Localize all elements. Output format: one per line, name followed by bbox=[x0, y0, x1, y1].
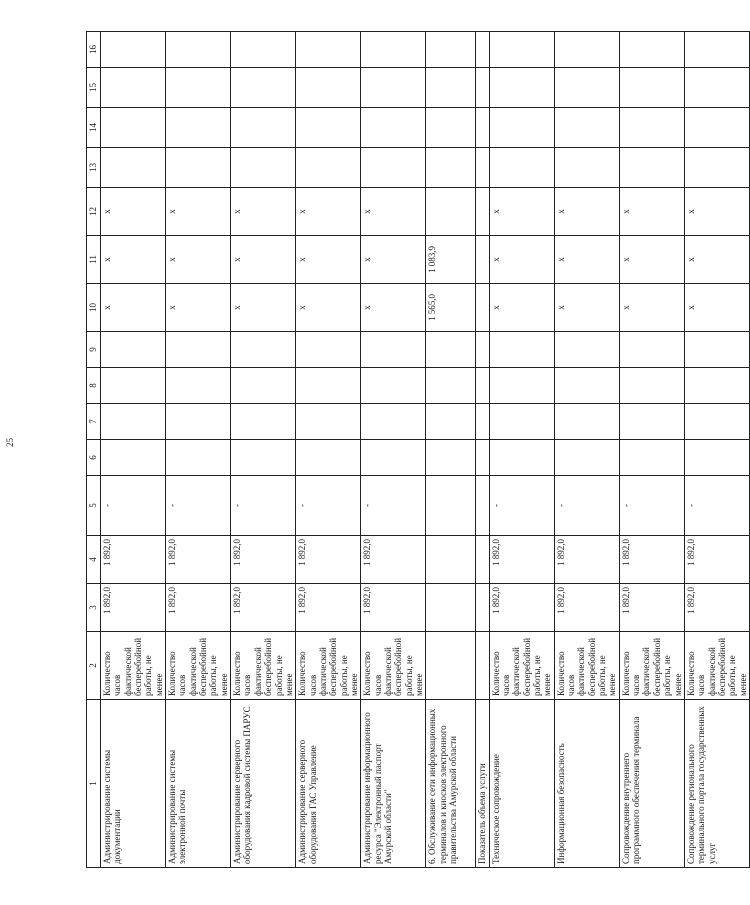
empty-cell bbox=[619, 440, 684, 476]
empty-cell bbox=[166, 68, 231, 108]
empty-cell bbox=[296, 404, 361, 440]
empty-cell bbox=[361, 332, 426, 368]
value-col12-cell: x bbox=[231, 188, 296, 236]
value-col5-cell: - bbox=[554, 476, 619, 536]
value-col11-cell: x bbox=[489, 236, 554, 284]
indicator-cell: Количество часов фактической бесперебойной работы, не менее bbox=[361, 632, 426, 700]
value-col4-cell: 1 892,0 bbox=[554, 536, 619, 584]
empty-cell bbox=[426, 32, 476, 68]
value-col10-cell: x bbox=[489, 284, 554, 332]
value-col5-cell: - bbox=[231, 476, 296, 536]
empty-cell bbox=[554, 440, 619, 476]
empty-cell bbox=[101, 68, 166, 108]
empty-cell bbox=[489, 404, 554, 440]
empty-cell bbox=[296, 368, 361, 404]
table-row bbox=[231, 32, 296, 868]
empty-cell bbox=[361, 68, 426, 108]
value-col5-cell bbox=[426, 476, 476, 536]
service-name-cell: Администрирование информационного ресурса "Электронный паспорт Амурской области" bbox=[361, 700, 426, 868]
empty-cell bbox=[231, 108, 296, 148]
empty-cell bbox=[476, 32, 489, 68]
table-row bbox=[166, 32, 231, 868]
empty-cell bbox=[554, 368, 619, 404]
empty-cell bbox=[166, 404, 231, 440]
column-number: 3 bbox=[87, 584, 101, 632]
empty-cell bbox=[489, 332, 554, 368]
service-name-cell: Техническое сопровождение bbox=[489, 700, 554, 868]
value-col3-cell: 1 892,0 bbox=[554, 584, 619, 632]
empty-cell bbox=[101, 108, 166, 148]
value-col3-cell bbox=[426, 584, 476, 632]
indicator-cell: Количество часов фактической бесперебойной работы, не менее bbox=[166, 632, 231, 700]
value-col12-cell: x bbox=[619, 188, 684, 236]
service-name-cell: Сопровождение внутреннего программного обеспечения терминала bbox=[619, 700, 684, 868]
table-row bbox=[361, 32, 426, 868]
value-col5-cell: - bbox=[684, 476, 749, 536]
column-number: 8 bbox=[87, 368, 101, 404]
empty-cell bbox=[684, 32, 749, 68]
table-row bbox=[296, 32, 361, 868]
table-body bbox=[87, 32, 750, 868]
value-col3-cell: 1 892,0 bbox=[231, 584, 296, 632]
indicator-cell bbox=[426, 632, 476, 700]
empty-cell bbox=[101, 332, 166, 368]
service-name-cell: Администрирование системы электронной почты bbox=[166, 700, 231, 868]
indicator-cell: Количество часов фактической бесперебойной работы, не менее bbox=[101, 632, 166, 700]
services-table bbox=[86, 31, 750, 868]
empty-cell bbox=[231, 404, 296, 440]
column-number: 7 bbox=[87, 404, 101, 440]
empty-cell bbox=[361, 32, 426, 68]
column-number: 1 bbox=[87, 700, 101, 868]
value-col11-cell: x bbox=[101, 236, 166, 284]
service-name-cell: Информационная безопасность bbox=[554, 700, 619, 868]
value-col4-cell: 1 892,0 bbox=[231, 536, 296, 584]
value-col11-cell: 1 083,9 bbox=[426, 236, 476, 284]
empty-cell bbox=[426, 404, 476, 440]
value-col4-cell: 1 892,0 bbox=[684, 536, 749, 584]
value-col10-cell: x bbox=[231, 284, 296, 332]
value-col10-cell: x bbox=[166, 284, 231, 332]
service-name-cell: Сопровождение регионального терминального портала государственных услуг bbox=[684, 700, 749, 868]
value-col5-cell: - bbox=[489, 476, 554, 536]
empty-cell bbox=[296, 108, 361, 148]
empty-cell bbox=[619, 368, 684, 404]
value-col11-cell: x bbox=[619, 236, 684, 284]
empty-cell bbox=[489, 148, 554, 188]
empty-cell bbox=[476, 148, 489, 188]
empty-cell bbox=[554, 68, 619, 108]
value-col4-cell: 1 892,0 bbox=[101, 536, 166, 584]
empty-cell bbox=[489, 108, 554, 148]
empty-cell bbox=[684, 368, 749, 404]
value-col12-cell: x bbox=[554, 188, 619, 236]
empty-cell bbox=[619, 32, 684, 68]
empty-cell bbox=[101, 440, 166, 476]
value-col10-cell: x bbox=[554, 284, 619, 332]
value-col3-cell: 1 892,0 bbox=[684, 584, 749, 632]
empty-cell bbox=[476, 368, 489, 404]
column-number: 11 bbox=[87, 236, 101, 284]
value-col11-cell bbox=[476, 236, 489, 284]
table-row bbox=[476, 32, 489, 868]
value-col12-cell: x bbox=[166, 188, 231, 236]
empty-cell bbox=[619, 332, 684, 368]
empty-cell bbox=[231, 440, 296, 476]
empty-cell bbox=[296, 148, 361, 188]
value-col10-cell: x bbox=[619, 284, 684, 332]
empty-cell bbox=[166, 440, 231, 476]
empty-cell bbox=[296, 32, 361, 68]
table-row bbox=[684, 32, 749, 868]
value-col4-cell bbox=[426, 536, 476, 584]
empty-cell bbox=[489, 32, 554, 68]
value-col12-cell: x bbox=[361, 188, 426, 236]
empty-cell bbox=[554, 332, 619, 368]
value-col11-cell: x bbox=[231, 236, 296, 284]
value-col5-cell: - bbox=[166, 476, 231, 536]
empty-cell bbox=[361, 108, 426, 148]
empty-cell bbox=[426, 368, 476, 404]
indicator-cell: Количество часов фактической бесперебойной работы, не менее bbox=[684, 632, 749, 700]
value-col3-cell: 1 892,0 bbox=[489, 584, 554, 632]
value-col3-cell bbox=[476, 584, 489, 632]
value-col4-cell: 1 892,0 bbox=[489, 536, 554, 584]
value-col10-cell: x bbox=[296, 284, 361, 332]
column-number: 9 bbox=[87, 332, 101, 368]
table-row bbox=[489, 32, 554, 868]
value-col11-cell: x bbox=[361, 236, 426, 284]
value-col5-cell: - bbox=[296, 476, 361, 536]
page-number: 25 bbox=[5, 438, 15, 447]
indicator-cell: Количество часов фактической бесперебойной работы, не менее bbox=[489, 632, 554, 700]
column-number: 13 bbox=[87, 148, 101, 188]
empty-cell bbox=[554, 404, 619, 440]
empty-cell bbox=[426, 68, 476, 108]
value-col4-cell: 1 892,0 bbox=[166, 536, 231, 584]
indicator-cell: Количество часов фактической бесперебойной работы, не менее bbox=[231, 632, 296, 700]
empty-cell bbox=[684, 440, 749, 476]
empty-cell bbox=[231, 32, 296, 68]
column-number: 4 bbox=[87, 536, 101, 584]
empty-cell bbox=[619, 404, 684, 440]
empty-cell bbox=[426, 148, 476, 188]
empty-cell bbox=[684, 332, 749, 368]
empty-cell bbox=[166, 368, 231, 404]
value-col4-cell: 1 892,0 bbox=[361, 536, 426, 584]
column-number: 16 bbox=[87, 32, 101, 68]
empty-cell bbox=[684, 148, 749, 188]
empty-cell bbox=[554, 108, 619, 148]
empty-cell bbox=[361, 404, 426, 440]
indicator-cell: Количество часов фактической бесперебойной работы, не менее bbox=[554, 632, 619, 700]
empty-cell bbox=[296, 332, 361, 368]
empty-cell bbox=[619, 148, 684, 188]
table-row bbox=[619, 32, 684, 868]
empty-cell bbox=[476, 332, 489, 368]
empty-cell bbox=[489, 440, 554, 476]
column-number: 12 bbox=[87, 188, 101, 236]
value-col12-cell: x bbox=[101, 188, 166, 236]
value-col12-cell bbox=[426, 188, 476, 236]
value-col11-cell: x bbox=[554, 236, 619, 284]
empty-cell bbox=[231, 368, 296, 404]
empty-cell bbox=[101, 148, 166, 188]
empty-cell bbox=[231, 148, 296, 188]
empty-cell bbox=[361, 148, 426, 188]
value-col5-cell: - bbox=[619, 476, 684, 536]
empty-cell bbox=[101, 368, 166, 404]
value-col5-cell: - bbox=[101, 476, 166, 536]
indicator-cell: Количество часов фактической бесперебойной работы, не менее bbox=[296, 632, 361, 700]
empty-cell bbox=[101, 404, 166, 440]
value-col12-cell: x bbox=[489, 188, 554, 236]
value-col11-cell: x bbox=[166, 236, 231, 284]
value-col10-cell: x bbox=[361, 284, 426, 332]
value-col12-cell bbox=[476, 188, 489, 236]
empty-cell bbox=[426, 108, 476, 148]
empty-cell bbox=[554, 32, 619, 68]
value-col3-cell: 1 892,0 bbox=[101, 584, 166, 632]
empty-cell bbox=[296, 68, 361, 108]
empty-cell bbox=[489, 68, 554, 108]
table-row bbox=[101, 32, 166, 868]
empty-cell bbox=[231, 68, 296, 108]
empty-cell bbox=[684, 108, 749, 148]
value-col3-cell: 1 892,0 bbox=[166, 584, 231, 632]
table-row bbox=[426, 32, 476, 868]
value-col3-cell: 1 892,0 bbox=[296, 584, 361, 632]
empty-cell bbox=[684, 404, 749, 440]
value-col11-cell: x bbox=[684, 236, 749, 284]
value-col10-cell: x bbox=[101, 284, 166, 332]
value-col12-cell: x bbox=[684, 188, 749, 236]
empty-cell bbox=[476, 68, 489, 108]
value-col3-cell: 1 892,0 bbox=[619, 584, 684, 632]
column-number: 2 bbox=[87, 632, 101, 700]
service-name-cell: Показатель объема услуги bbox=[476, 700, 489, 868]
column-number: 5 bbox=[87, 476, 101, 536]
value-col5-cell: - bbox=[361, 476, 426, 536]
empty-cell bbox=[489, 368, 554, 404]
value-col4-cell: 1 892,0 bbox=[619, 536, 684, 584]
column-number-row bbox=[87, 32, 101, 868]
empty-cell bbox=[684, 68, 749, 108]
column-number: 6 bbox=[87, 440, 101, 476]
value-col4-cell: 1 892,0 bbox=[296, 536, 361, 584]
empty-cell bbox=[476, 108, 489, 148]
service-name-cell: Администрирование системы документации bbox=[101, 700, 166, 868]
column-number: 10 bbox=[87, 284, 101, 332]
service-name-cell: Администрирование серверного оборудования кадровой системы ПАРУС bbox=[231, 700, 296, 868]
empty-cell bbox=[619, 108, 684, 148]
table-row bbox=[554, 32, 619, 868]
empty-cell bbox=[426, 332, 476, 368]
empty-cell bbox=[231, 332, 296, 368]
empty-cell bbox=[361, 440, 426, 476]
value-col10-cell: 1 565,0 bbox=[426, 284, 476, 332]
empty-cell bbox=[476, 440, 489, 476]
value-col4-cell bbox=[476, 536, 489, 584]
empty-cell bbox=[361, 368, 426, 404]
empty-cell bbox=[101, 32, 166, 68]
indicator-cell: Количество часов фактической бесперебойной работы, не менее bbox=[619, 632, 684, 700]
service-name-cell: Администрирование серверного оборудования ГАС Управление bbox=[296, 700, 361, 868]
empty-cell bbox=[166, 148, 231, 188]
column-number: 15 bbox=[87, 68, 101, 108]
indicator-cell bbox=[476, 632, 489, 700]
empty-cell bbox=[296, 440, 361, 476]
empty-cell bbox=[166, 332, 231, 368]
value-col5-cell bbox=[476, 476, 489, 536]
empty-cell bbox=[476, 404, 489, 440]
value-col3-cell: 1 892,0 bbox=[361, 584, 426, 632]
value-col10-cell: x bbox=[684, 284, 749, 332]
empty-cell bbox=[166, 108, 231, 148]
value-col12-cell: x bbox=[296, 188, 361, 236]
empty-cell bbox=[554, 148, 619, 188]
column-number: 14 bbox=[87, 108, 101, 148]
empty-cell bbox=[426, 440, 476, 476]
empty-cell bbox=[166, 32, 231, 68]
value-col10-cell bbox=[476, 284, 489, 332]
value-col11-cell: x bbox=[296, 236, 361, 284]
empty-cell bbox=[619, 68, 684, 108]
service-name-cell: 6. Обслуживание сети информационных терминалов и киосков электронного правительства Амурской области bbox=[426, 700, 476, 868]
